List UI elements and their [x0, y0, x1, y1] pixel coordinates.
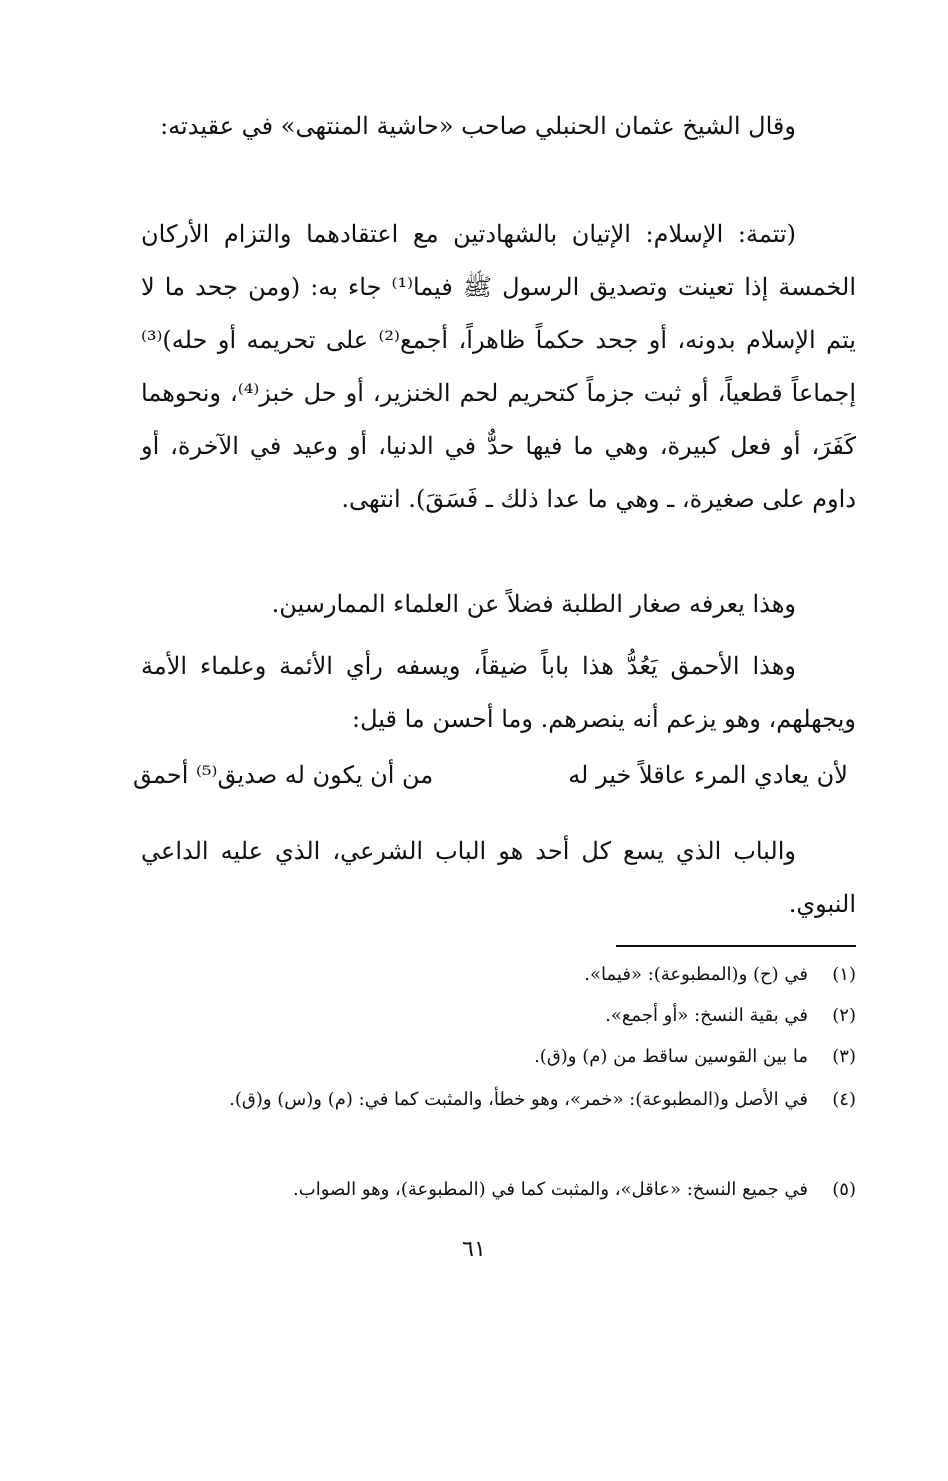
footnote-2 — [141, 996, 856, 1036]
footnote-number: (١) — [832, 964, 856, 985]
footnote-number: (٢) — [832, 1005, 856, 1026]
footnote-text: في جميع النسخ: «عاقل»، والمثبت كما في (المطبوعة)، وهو الصواب. — [293, 1179, 808, 1200]
footnote-5 — [141, 1170, 856, 1210]
footnote-number: (٥) — [832, 1179, 856, 1200]
footnote-text: في الأصل و(المطبوعة): «خمر»، وهو خطأ، والمثبت كما في: (م) و(س) و(ق). — [229, 1089, 808, 1110]
footnote-number: (٤) — [832, 1089, 856, 1110]
page-number: ٦١ — [462, 1237, 486, 1262]
paragraph-tatimma: (تتمة: الإسلام: الإتيان بالشهادتين مع اعتقادهما والتزام الأركان الخمسة إذا تعينت وتصديق الرسول ﷺ فيما⁽¹⁾ جاء به: (ومن جحد ما لا يتم الإسلام بدونه، أو جحد حكماً ظاهراً، أجمع⁽²⁾ على تحريمه أو حله)⁽³⁾ إجماعاً قطعياً، أو ثبت جزماً كتحريم لحم الخنزير، أو حل خبز⁽⁴⁾، ونحوهما كَفَرَ، أو فعل كبيرة، وهي ما فيها حدٌّ في الدنيا، أو وعيد في الآخرة، أو داوم على صغيرة، ـ وهي ما عدا ذلك ـ فَسَقَ). انتهى. — [141, 220, 856, 513]
footnote-1 — [141, 955, 856, 995]
paragraph-quote-intro: وقال الشيخ عثمان الحنبلي صاحب «حاشية المنتهى» في عقيدته: — [160, 112, 796, 140]
paragraph-students: وهذا يعرفه صغار الطلبة فضلاً عن العلماء الممارسين. — [271, 590, 796, 618]
footnote-number: (٣) — [832, 1046, 856, 1067]
poetry-verse — [133, 757, 848, 809]
footnote-text: ما بين القوسين ساقط من (م) و(ق). — [534, 1046, 808, 1067]
footnote-4 — [141, 1080, 856, 1120]
footnote-text: في بقية النسخ: «أو أجمع». — [605, 1005, 808, 1026]
paragraph-sharia-door: والباب الذي يسع كل أحد هو الباب الشرعي، الذي عليه الداعي النبوي. — [141, 837, 856, 918]
footnote-text: في (ح) و(المطبوعة): «فيما». — [584, 964, 808, 985]
verse-second-hemistich: من أن يكون له صديق⁽⁵⁾ أحمق — [133, 761, 434, 789]
paragraph-fool: وهذا الأحمق يَعُدُّ هذا باباً ضيقاً، ويسفه رأي الأئمة وعلماء الأمة ويجهلهم، وهو يزعم أنه ينصرهم. وما أحسن ما قيل: — [141, 652, 856, 733]
verse-first-hemistich: لأن يعادي المرء عاقلاً خير له — [568, 761, 848, 789]
footnote-3 — [141, 1037, 856, 1077]
footnote-separator — [616, 945, 856, 947]
